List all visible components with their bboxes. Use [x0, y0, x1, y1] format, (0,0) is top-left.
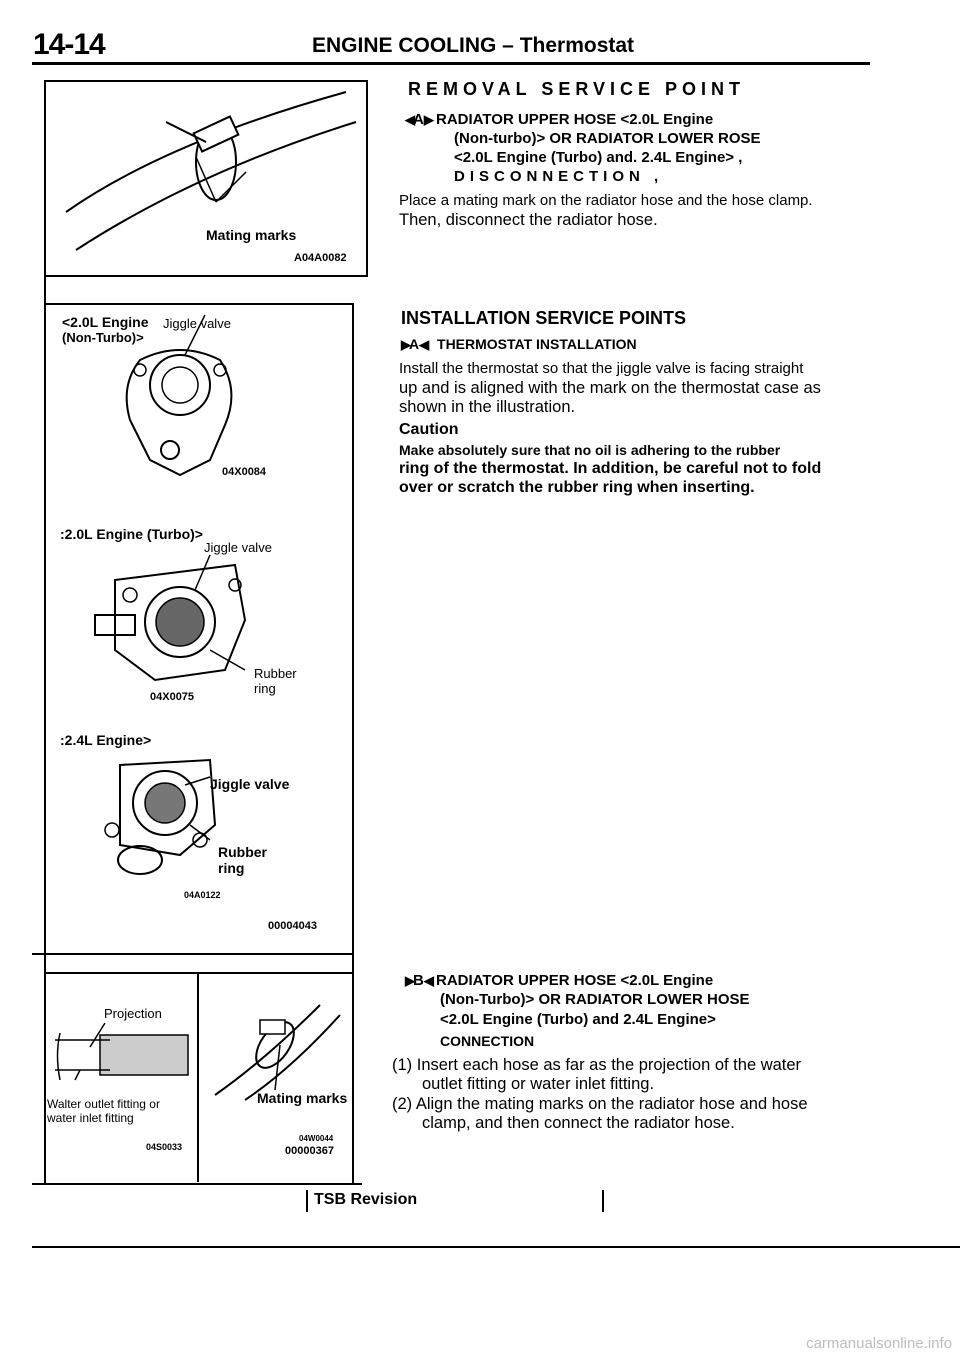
installation-b-line-4: CONNECTION [440, 1033, 535, 1049]
footer-left-tick [306, 1190, 308, 1212]
variant-label-non-turbo: (Non-Turbo)> [62, 330, 144, 345]
removal-title: REMOVAL SERVICE POINT [408, 79, 746, 99]
engine-label-non-turbo: <2.0L Engine [62, 314, 149, 330]
thermostat-installation-heading: THERMOSTAT INSTALLATION [437, 336, 637, 352]
label-mating-marks-bottom: Mating marks [257, 1090, 348, 1106]
caution-line-3: over or scratch the rubber ring when inserting. [399, 479, 755, 496]
section-divider-2 [32, 953, 354, 955]
figure-group-code: 00004043 [268, 920, 317, 932]
marker-a-icon: ◀ [405, 112, 413, 127]
page-number: 14-14 [33, 28, 105, 61]
hose-fitting-illustration [50, 1025, 190, 1095]
label-jiggle-valve-turbo: Jiggle valve [204, 540, 272, 555]
installation-b-line-2: (Non-Turbo)> OR RADIATOR LOWER HOSE [440, 991, 750, 1008]
figure-mating-marks-box [44, 80, 368, 277]
hose-mating-marks-illustration [205, 1000, 345, 1100]
caution-line-1: Make absolutely sure that no oil is adhering to the rubber [399, 442, 781, 458]
footer-right-tick [602, 1190, 604, 1212]
header-rule [32, 62, 870, 65]
thermostat-turbo-illustration [95, 560, 255, 690]
watermark-link[interactable]: carmanualsonline.info [806, 1335, 952, 1352]
figure-code: A04A0082 [294, 252, 347, 264]
installation-a-heading [401, 334, 637, 355]
marker-a: A [413, 111, 424, 128]
marker-a-icon-right: ▶ [423, 112, 432, 127]
label-fitting-2: water inlet fitting [47, 1111, 134, 1125]
label-rubber-ring-2-4l-1: Rubber [218, 844, 267, 860]
figure-code-turbo: 04X0075 [150, 691, 195, 703]
figure-code-fitting: 04S0033 [146, 1142, 183, 1152]
removal-line-1 [405, 110, 713, 130]
removal-body-2: Then, disconnect the radiator hose. [399, 211, 658, 229]
label-jiggle-valve-2-4l: Jiggle valve [210, 776, 290, 792]
label-projection: Projection [104, 1006, 162, 1021]
step-2-line-1: (2) Align the mating marks on the radiator hose and hose [392, 1095, 808, 1113]
figure-label-mating-marks: Mating marks [206, 227, 297, 243]
removal-line-2: (Non-turbo)> OR RADIATOR LOWER ROSE [454, 130, 761, 147]
engine-label-2-4l: :2.4L Engine> [60, 732, 152, 748]
caution-line-2: ring of the thermostat. In addition, be careful not to fold [399, 460, 822, 477]
installation-a-body-3: shown in the illustration. [399, 398, 576, 416]
label-rubber-ring-2-4l-2: ring [218, 860, 245, 876]
section-divider-3 [44, 972, 354, 974]
installation-b-line-1 [405, 971, 713, 991]
section-divider [44, 303, 354, 305]
label-rubber-ring-turbo-2: ring [254, 681, 276, 696]
label-jiggle-valve: Jiggle valve [163, 316, 231, 331]
installation-b-line-3: <2.0L Engine (Turbo) and 2.4L Engine> [440, 1011, 716, 1028]
figure-code-non-turbo: 04X0084 [222, 466, 267, 478]
hose-clamp-illustration [46, 82, 366, 275]
thermostat-non-turbo-illustration [110, 340, 250, 480]
footer-rule [32, 1246, 960, 1248]
removal-line-3: <2.0L Engine (Turbo) and. 2.4L Engine> , [454, 149, 743, 166]
figure-code-mating-2: 00000367 [285, 1145, 334, 1157]
marker-a-2: A [409, 336, 420, 352]
removal-line-4: DISCONNECTION , [454, 168, 664, 185]
step-1-line-1: (1) Insert each hose as far as the projection of the water [392, 1056, 802, 1074]
page-title: ENGINE COOLING – Thermostat [312, 34, 635, 57]
label-fitting-1: Walter outlet fitting or [47, 1097, 160, 1111]
figure-split-line [197, 972, 199, 1182]
marker-b: B [413, 972, 424, 989]
marker-b-icon: ▶ [405, 973, 413, 988]
installation-a-body-1: Install the thermostat so that the jiggle valve is facing straight [399, 360, 804, 377]
installation-b-heading-1: RADIATOR UPPER HOSE <2.0L Engine [436, 972, 714, 989]
figure-code-2-4l: 04A0122 [184, 890, 221, 900]
installation-a-body-2: up and is aligned with the mark on the thermostat case as [399, 379, 821, 397]
removal-heading-1: RADIATOR UPPER HOSE <2.0L Engine [436, 111, 714, 128]
removal-body-1: Place a mating mark on the radiator hose and the hose clamp. [399, 192, 813, 209]
marker-a-icon-2-right: ◀ [419, 337, 428, 352]
caution-title: Caution [399, 421, 459, 438]
marker-a-icon-2: ▶ [401, 337, 409, 352]
left-bottom-rule [32, 1183, 362, 1185]
marker-b-icon-right: ◀ [423, 973, 432, 988]
footer-revision: TSB Revision [314, 1191, 418, 1208]
thermostat-2-4l-illustration [100, 755, 230, 875]
step-1-line-2: outlet fitting or water inlet fitting. [422, 1075, 655, 1093]
installation-title: INSTALLATION SERVICE POINTS [401, 308, 687, 328]
step-2-line-2: clamp, and then connect the radiator hose. [422, 1114, 735, 1132]
left-frame-right-line [352, 305, 354, 1185]
label-rubber-ring-turbo-1: Rubber [254, 666, 297, 681]
engine-label-turbo: :2.0L Engine (Turbo)> [60, 526, 203, 542]
figure-code-mating-1: 04W0044 [299, 1134, 334, 1143]
